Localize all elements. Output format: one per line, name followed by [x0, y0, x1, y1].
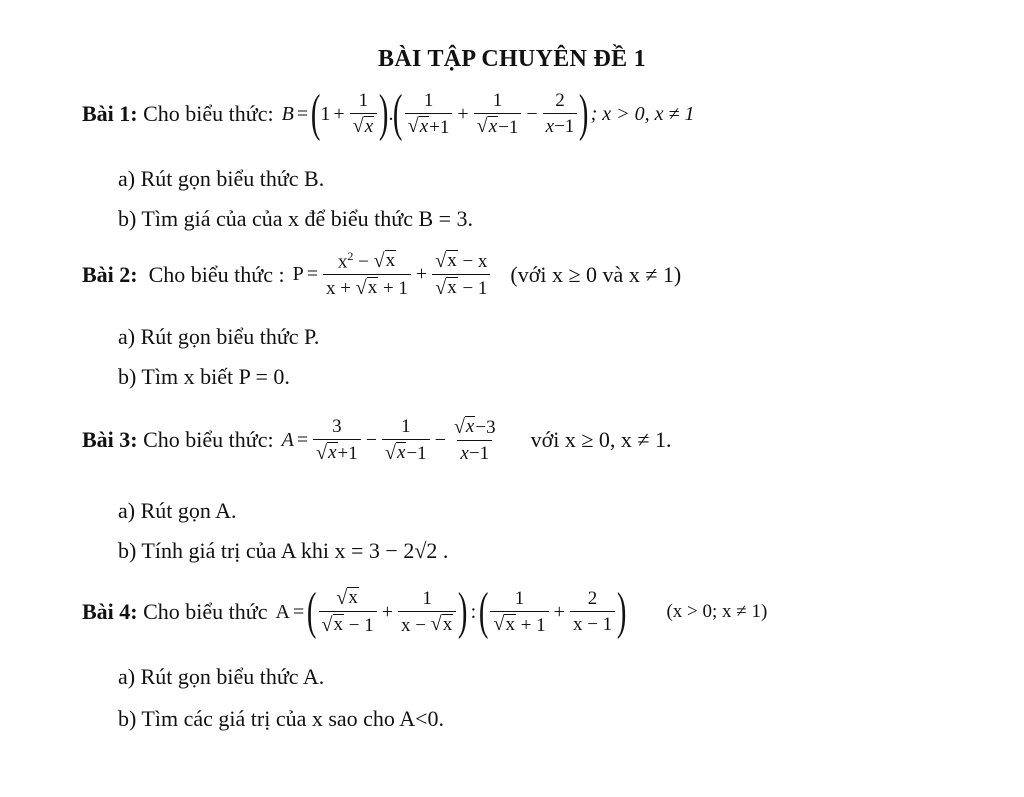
problem-2-formula: P = $x^2$ − √ x x + √ x + 1 + √ x − x √ x − 1: [293, 250, 493, 300]
problem-1-part-a: a) Rút gọn biểu thức B.: [118, 166, 325, 191]
problem-4-label: Bài 4:: [82, 599, 138, 624]
problem-4-part-a: a) Rút gọn biểu thức A.: [118, 664, 325, 689]
problem-2-part-b: b) Tìm x biết P = 0.: [118, 364, 290, 389]
problem-1-condition: ; x > 0, x ≠ 1: [590, 102, 695, 125]
problem-2-statement: [82, 250, 681, 300]
problem-1-label: Bài 1:: [82, 101, 138, 126]
problem-4-formula: A = ( √ x √ x − 1 + 1 x − √ x ) : ( 1 √ x + 1 + $\frac{2}{x - 1}$ ): [275, 583, 627, 640]
problem-1-intro: Cho biểu thức:: [143, 101, 274, 126]
problem-2-condition: (với x ≥ 0 và x ≠ 1): [510, 261, 682, 287]
page-title: BÀI TẬP CHUYÊN ĐỀ 1: [378, 46, 646, 72]
problem-3-label: Bài 3:: [82, 427, 138, 453]
problem-4-intro: Cho biểu thức: [143, 599, 268, 624]
problem-2-label: Bài 2:: [82, 261, 138, 287]
problem-4-condition: (x > 0; x ≠ 1): [666, 601, 768, 622]
problem-2-part-a: a) Rút gọn biểu thức P.: [118, 324, 320, 349]
problem-3-formula: A = 3 √ x +1 − 1 √ x −1 − √ x −3 x−1: [281, 415, 496, 464]
problem-4-part-b: b) Tìm các giá trị của x sao cho A<0.: [118, 706, 445, 731]
problem-1-formula: B = ( 1 + 1 √ x ) . ( 1 √ x +1 + 1 √ x −1 − $\frac{2}{x-1}$ ): [281, 85, 589, 142]
problem-4-statement: [82, 583, 768, 640]
problem-3-condition: với x ≥ 0, x ≠ 1.: [530, 427, 672, 453]
problem-3-intro: Cho biểu thức:: [143, 427, 274, 453]
problem-1-part-b: b) Tìm giá của của x để biểu thức B = 3.: [118, 206, 474, 231]
problem-1-statement: [82, 85, 695, 142]
problem-3-part-b: b) Tính giá trị của A khi x = 3 − 2√2 .: [118, 538, 449, 563]
problem-2-intro: Cho biểu thức :: [148, 261, 285, 287]
problem-3-statement: [82, 416, 671, 465]
problem-3-part-a: a) Rút gọn A.: [118, 498, 237, 523]
